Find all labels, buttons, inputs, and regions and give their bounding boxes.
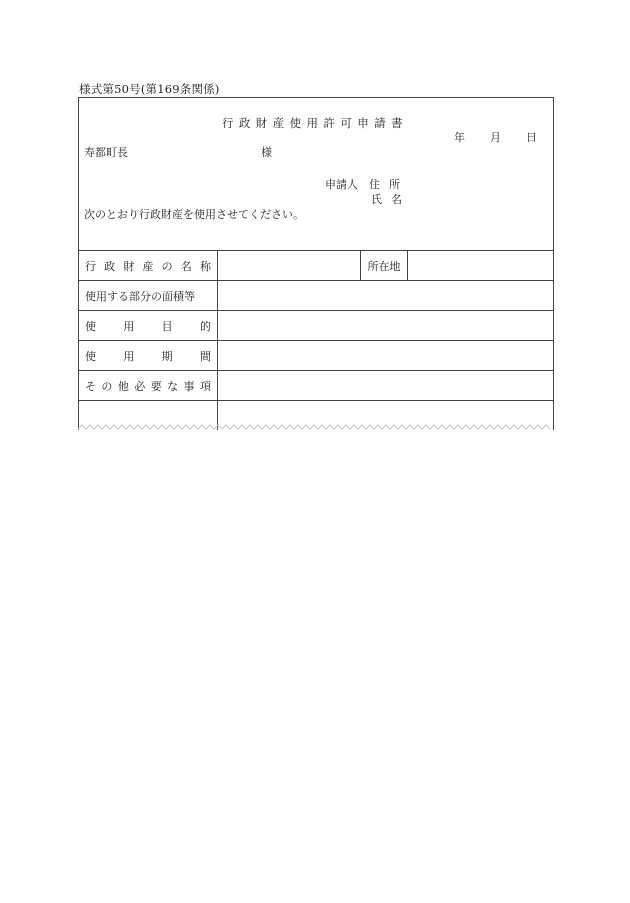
application-form: [78, 97, 554, 430]
date-month-label: 月: [490, 131, 501, 144]
applicant-label: 申請人: [325, 178, 358, 191]
applicant-address-label: 住所: [369, 178, 409, 191]
area-label: 使用する部分の面積等: [79, 281, 218, 311]
table-row: [79, 371, 553, 401]
row-label: [79, 311, 218, 341]
other-matters-field[interactable]: [218, 371, 554, 401]
date-year-label: 年: [454, 131, 465, 144]
table-row: [79, 341, 553, 371]
form-number: 様式第50号(第169条関係): [79, 82, 220, 96]
property-name-label: 行 政 財 産 の 名 称: [85, 259, 211, 273]
applicant-name-label: 氏名: [371, 193, 411, 206]
row-label: [79, 371, 218, 401]
row-label: [79, 341, 218, 371]
table-row: [79, 281, 553, 311]
table-row: [79, 311, 553, 341]
period-label: 使 用 期 間: [85, 349, 211, 363]
form-title: 行政財産使用許可申請書: [222, 116, 408, 130]
area-field[interactable]: [218, 281, 554, 311]
row-label: [79, 251, 218, 281]
other-matters-label: そ の 他 必 要 な 事 項: [85, 379, 211, 393]
form-table: [79, 251, 553, 430]
purpose-field[interactable]: [218, 311, 554, 341]
honorific: 様: [261, 146, 272, 159]
location-field[interactable]: [408, 251, 554, 281]
request-statement: 次のとおり行政財産を使用させてください。: [84, 208, 304, 221]
location-label: 所在地: [361, 251, 408, 281]
property-name-field[interactable]: [218, 251, 361, 281]
date-day-label: 日: [526, 131, 537, 144]
addressee: 寿都町長: [84, 146, 128, 159]
torn-edge: [78, 424, 552, 432]
table-row: [79, 251, 553, 281]
form-header: [79, 98, 553, 251]
period-field[interactable]: [218, 341, 554, 371]
purpose-label: 使 用 目 的: [85, 319, 211, 333]
